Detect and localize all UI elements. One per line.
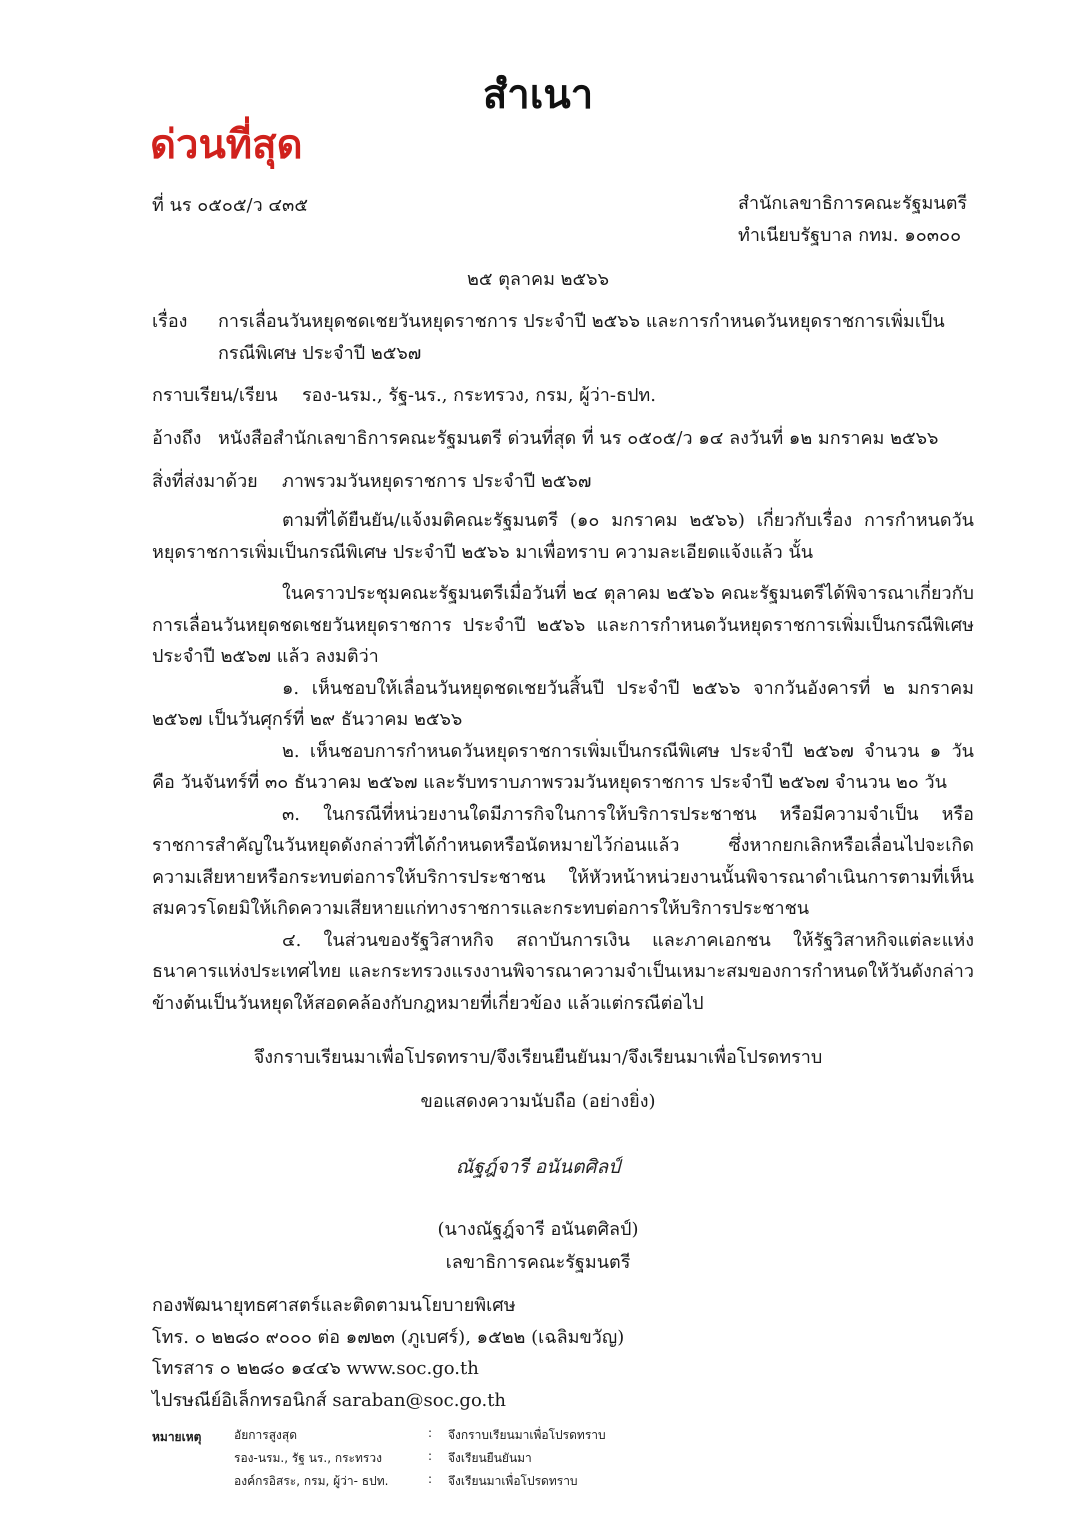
notes-closing: จึงเรียนยืนยันมา (448, 1451, 532, 1465)
issuer-address (738, 188, 967, 252)
contact-block (152, 1290, 624, 1416)
closing-line: จึงกราบเรียนมาเพื่อโปรดทราบ/จึงเรียนยืนยันมา/จึงเรียนมาเพื่อโปรดทราบ (253, 1047, 823, 1068)
urgency-stamp: ด่วนที่สุด (150, 122, 303, 168)
paragraph-background: ตามที่ได้ยืนยัน/แจ้งมติคณะรัฐมนตรี (๑๐ มกราคม ๒๕๖๖) เกี่ยวกับเรื่อง การกำหนดวันหยุดราชการเพิ่มเป็นกรณีพิเศษ ประจำปี ๒๕๖๖ มาเพื่อทราบ ความละเอียดแจ้งแล้ว นั้น (152, 510, 974, 563)
recipient-label: กราบเรียน/เรียน (152, 385, 278, 406)
signature: ณัฐฎ์จารี อนันตศิลป์ (455, 1156, 621, 1178)
reference-text: หนังสือสำนักเลขาธิการคณะรัฐมนตรี ด่วนที่สุด ที่ นร ๐๕๐๕/ว ๑๔ ลงวันที่ ๑๒ มกราคม ๒๕๖๖ (218, 428, 939, 449)
notes-row (234, 1449, 606, 1472)
subject-label: เรื่อง (152, 311, 188, 332)
notes-separator: : (427, 1449, 433, 1463)
regards: ขอแสดงความนับถือ (อย่างยิ่ง) (420, 1091, 656, 1112)
signer-name: (นางณัฐฎ์จารี อนันตศิลป์) (437, 1219, 639, 1240)
enclosure-text: ภาพรวมวันหยุดราชการ ประจำปี ๒๕๖๗ (282, 471, 592, 492)
notes-closing: จึงเรียนมาเพื่อโปรดทราบ (448, 1474, 578, 1488)
resolution-item-4: ๔. ในส่วนของรัฐวิสาหกิจ สถาบันการเงิน และภาคเอกชน ให้รัฐวิสาหกิจแต่ละแห่ง ธนาคารแห่งประเทศไทย และกระทรวงแรงงานพิจารณาความจำเป็นเหมาะสมของการกำหนดให้วันดังกล่าวข้างต้นเป็นวันหยุดให้สอดคล้องกับกฎหมายที่เกี่ยวข้อง แล้วแต่กรณีต่อไป (152, 929, 974, 1014)
copy-stamp: สำเนา (482, 72, 594, 118)
subject-text: การเลื่อนวันหยุดชดเชยวันหยุดราชการ ประจำปี ๒๕๖๖ และการกำหนดวันหยุดราชการเพิ่มเป็นกรณีพิเศษ ประจำปี ๒๕๖๗ (218, 311, 945, 364)
recipient-text: รอง-นรม., รัฐ-นร., กระทรวง, กรม, ผู้ว่า-ธปท. (302, 385, 656, 406)
document-date: ๒๕ ตุลาคม ๒๕๖๖ (466, 269, 609, 290)
notes-separator: : (427, 1426, 433, 1440)
notes-recipient: อัยการสูงสุด (234, 1428, 297, 1442)
document-number: ที่ นร ๐๕๐๕/ว ๔๓๕ (152, 195, 308, 216)
paragraph-resolution: ในคราวประชุมคณะรัฐมนตรีเมื่อวันที่ ๒๔ ตุลาคม ๒๕๖๖ คณะรัฐมนตรีได้พิจารณาเกี่ยวกับการเลื่อนวันหยุดชดเชยวันหยุดราชการ ประจำปี ๒๕๖๖ และการกำหนดวันหยุดราชการเพิ่มเป็นกรณีพิเศษ ประจำปี ๒๕๖๗ แล้ว ลงมติว่า (152, 583, 974, 667)
issuer-location: ทำเนียบรัฐบาล กทม. ๑๐๓๐๐ (738, 225, 962, 246)
resolution-item-1: ๑. เห็นชอบให้เลื่อนวันหยุดชดเชยวันสิ้นปี ประจำปี ๒๕๖๖ จากวันอังคารที่ ๒ มกราคม ๒๕๖๗ เป็นวันศุกร์ที่ ๒๙ ธันวาคม ๒๕๖๖ (152, 677, 974, 730)
signer-title: เลขาธิการคณะรัฐมนตรี (445, 1252, 631, 1273)
notes-recipient: รอง-นรม., รัฐ นร., กระทรวง (234, 1451, 382, 1465)
issuer-office: สำนักเลขาธิการคณะรัฐมนตรี (738, 193, 968, 214)
notes-row (234, 1426, 606, 1449)
contact-email: ไปรษณีย์อิเล็กทรอนิกส์ saraban@soc.go.th (152, 1389, 507, 1411)
notes-recipient: องค์กรอิสระ, กรม, ผู้ว่า- ธปท. (234, 1474, 389, 1488)
enclosure-label: สิ่งที่ส่งมาด้วย (152, 471, 258, 492)
contact-phone: โทร. ๐ ๒๒๘๐ ๙๐๐๐ ต่อ ๑๗๒๓ (ภูเบศร์), ๑๕๒๒ (เฉลิมขวัญ) (152, 1326, 625, 1348)
notes-closing: จึงกราบเรียนมาเพื่อโปรดทราบ (448, 1428, 606, 1442)
reference-label: อ้างถึง (152, 428, 202, 449)
resolution-item-2: ๒. เห็นชอบการกำหนดวันหยุดราชการเพิ่มเป็นกรณีพิเศษ ประจำปี ๒๕๖๗ จำนวน ๑ วัน คือ วันจันทร์ที่ ๓๐ ธันวาคม ๒๕๖๗ และรับทราบภาพรวมวันหยุดราชการ ประจำปี ๒๕๖๗ จำนวน ๒๐ วัน (152, 740, 974, 793)
contact-fax: โทรสาร ๐ ๒๒๘๐ ๑๔๔๖ www.soc.go.th (152, 1358, 479, 1379)
notes-row (234, 1472, 606, 1495)
notes-label: หมายเหตุ (152, 1430, 202, 1444)
notes-separator: : (427, 1472, 433, 1486)
letter-body (152, 505, 974, 1019)
notes-table (234, 1426, 606, 1495)
contact-division: กองพัฒนายุทธศาสตร์และติดตามนโยบายพิเศษ (152, 1295, 516, 1316)
resolution-item-3: ๓. ในกรณีที่หน่วยงานใดมีภารกิจในการให้บริการประชาชน หรือมีความจำเป็น หรือราชการสำคัญในวันหยุดดังกล่าวที่ได้กำหนดหรือนัดหมายไว้ก่อนแล้ว ซึ่งหากยกเลิกหรือเลื่อนไปจะเกิดความเสียหายหรือกระทบต่อการให้บริการประชาชน ให้หัวหน้าหน่วยงานนั้นพิจารณาดำเนินการตามที่เห็นสมควรโดยมิให้เกิดความเสียหายแก่ทางราชการและกระทบต่อการให้บริการประชาชน (152, 803, 974, 919)
